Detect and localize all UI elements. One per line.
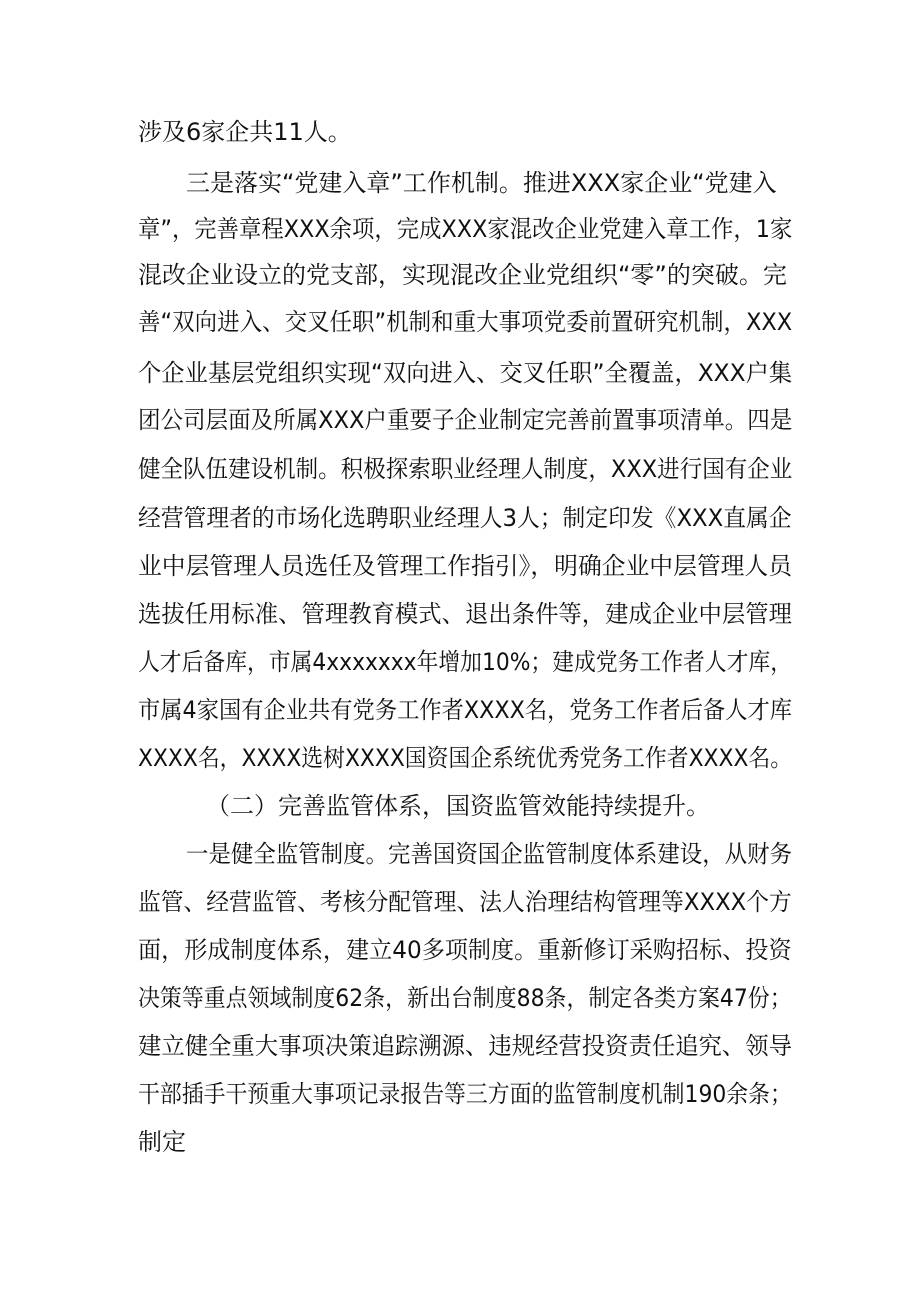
text-line (0, 1026, 920, 1066)
text-line (0, 642, 920, 682)
text-line (0, 690, 920, 730)
line-text: 决策等重点领域制度62条，新出台制度88条，制定各类方案47份； (138, 984, 792, 1012)
text-line (0, 400, 920, 440)
text-line (0, 786, 920, 826)
text-line (0, 978, 920, 1018)
text-line (0, 834, 920, 874)
text-line (0, 498, 920, 538)
line-text: 建立健全重大事项决策追踪溯源、违规经营投资责任追究、领导 (138, 1032, 792, 1060)
text-line (0, 882, 920, 922)
text-line (0, 353, 920, 393)
line-text: 制定 (138, 1128, 186, 1156)
line-text: 干部插手干预重大事项记录报告等三方面的监管制度机制190余条； (138, 1080, 792, 1108)
text-line (0, 738, 920, 778)
line-text: 健全队伍建设机制。积极探索职业经理人制度，XXX进行国有企业 (138, 455, 793, 483)
line-text: 市属4家国有企业共有党务工作者XXXX名，党务工作者后备人才库 (138, 696, 793, 724)
line-text: 业中层管理人员选任及管理工作指引》，明确企业中层管理人员 (138, 552, 792, 580)
line-text: XXXX名，XXXX选树XXXX国资国企系统优秀党务工作者XXXX名。 (138, 744, 793, 772)
text-line (0, 255, 920, 295)
text-line (0, 112, 920, 152)
line-text: 章”，完善章程XXX余项，完成XXX家混改企业党建入章工作，1家 (138, 215, 793, 243)
text-line (0, 302, 920, 342)
line-text: 个企业基层党组织实现“双向进入、交叉任职”全覆盖，XXX户集 (138, 359, 793, 387)
text-line (0, 546, 920, 586)
text-line (0, 449, 920, 489)
line-text: 善“双向进入、交叉任职”机制和重大事项党委前置研究机制，XXX (138, 308, 793, 336)
section-heading: （二）完善监管体系，国资监管效能持续提升。 (206, 792, 710, 820)
line-text: 一是健全监管制度。完善国资国企监管制度体系建设，从财务 (186, 840, 793, 868)
line-text: 监管、经营监管、考核分配管理、法人治理结构管理等XXXX个方 (138, 888, 792, 916)
line-text: 面，形成制度体系，建立40多项制度。重新修订采购招标、投资 (138, 936, 792, 964)
line-text: 三是落实“党建入章”工作机制。推进XXX家企业“党建入 (186, 169, 777, 197)
text-line (0, 163, 920, 203)
line-text: 涉及6家企共11人。 (138, 118, 352, 146)
line-text: 混改企业设立的党支部，实现混改企业党组织“零”的突破。完 (138, 261, 787, 289)
text-line (0, 1074, 920, 1114)
text-line (0, 1122, 920, 1162)
text-line (0, 209, 920, 249)
line-text: 人才后备库，市属4xxxxxxx年增加10%；建成党务工作者人才库， (138, 648, 793, 676)
text-line (0, 930, 920, 970)
line-text: 经营管理者的市场化选聘职业经理人3人；制定印发《XXX直属企 (138, 504, 792, 532)
line-text: 选拔任用标准、管理教育模式、退出条件等，建成企业中层管理 (138, 600, 792, 628)
text-line (0, 594, 920, 634)
line-text: 团公司层面及所属XXX户重要子企业制定完善前置事项清单。四是 (138, 406, 793, 434)
